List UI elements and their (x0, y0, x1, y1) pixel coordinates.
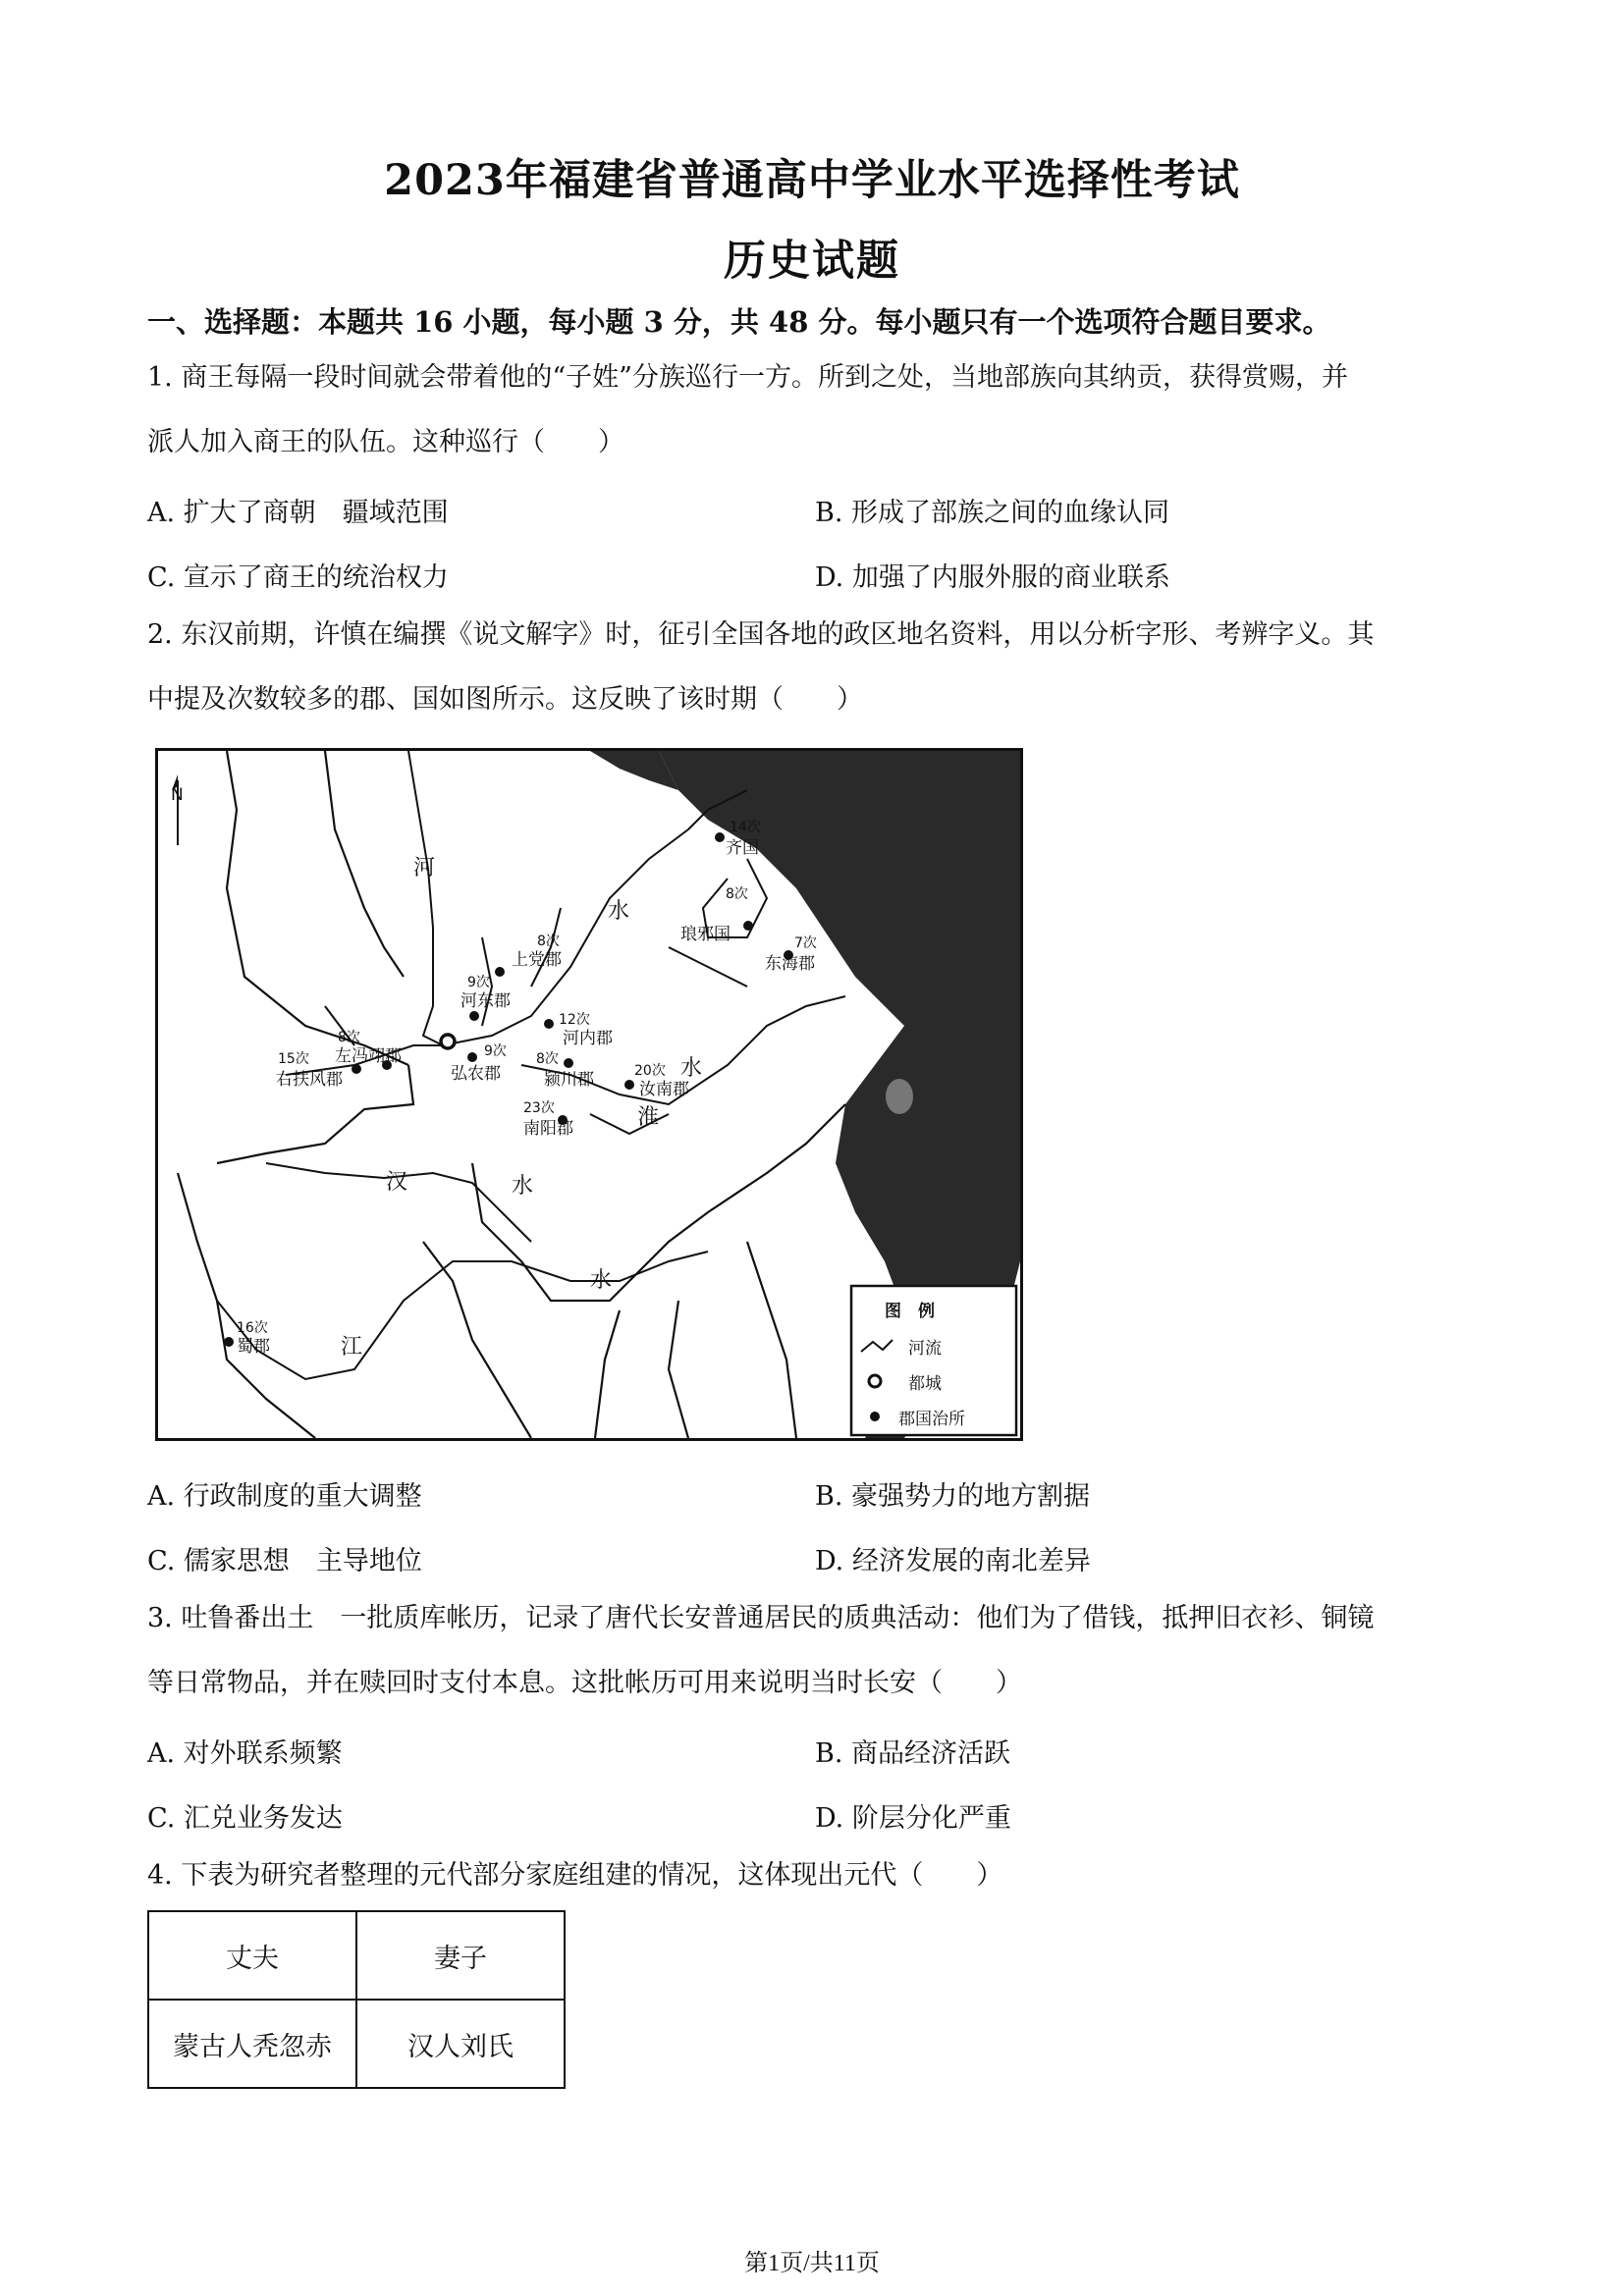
question-2-option-b: B. 豪强势力的地方割据 (815, 1481, 1091, 1512)
place-count-donghai: 7次 (794, 935, 817, 951)
place-count-nanyang: 23次 (523, 1100, 555, 1116)
river-labels (341, 856, 702, 1360)
seat-marker-hongnong (467, 1052, 477, 1062)
question-1-option-c: C. 宣示了商王的统治权力 (147, 562, 449, 593)
place-name-hedong: 河东郡 (460, 991, 511, 1011)
place-name-donghai: 东海郡 (765, 954, 815, 974)
question-2-line-1: 2. 东汉前期，许慎在编撰《说文解字》时，征引全国各地的政区地名资料，用以分析字形、考辨字义。其 (147, 619, 1375, 650)
question-3-line-1: 3. 吐鲁番出土 一批质库帐历，记录了唐代长安普通居民的质典活动：他们为了借钱，抵押旧衣衫、铜镜 (147, 1603, 1375, 1633)
river-label-shui-1: 水 (608, 899, 630, 924)
place-name-henei: 河内郡 (563, 1029, 613, 1048)
legend-river-label: 河流 (908, 1339, 942, 1359)
table-header-row (148, 1911, 565, 2000)
question-2-option-c: C. 儒家思想 主导地位 (147, 1546, 422, 1576)
place-count-yingchuan: 8次 (536, 1051, 559, 1067)
exam-title: 2023年福建省普通高中学业水平选择性考试 (384, 156, 1240, 205)
river-label-huai: 淮 (637, 1105, 660, 1130)
river-label-shui-4: 水 (590, 1268, 613, 1293)
place-name-hongnong: 弘农郡 (451, 1064, 501, 1084)
question-3-option-c: C. 汇兑业务发达 (147, 1803, 343, 1834)
seat-marker-runan (624, 1080, 634, 1090)
question-3-option-a: A. 对外联系频繁 (147, 1738, 343, 1769)
seat-marker-qi (715, 832, 725, 842)
legend-capital-label: 都城 (908, 1374, 942, 1394)
legend-title: 图 例 (885, 1302, 935, 1321)
place-count-youfufeng: 15次 (278, 1051, 309, 1067)
han-commandery-map (155, 748, 1023, 1441)
table-cell: 蒙古人秃忽赤 (148, 2000, 356, 2088)
place-count-runan: 20次 (634, 1063, 666, 1079)
question-3-stem (147, 1586, 1483, 1716)
seat-marker-henei (544, 1019, 554, 1029)
question-1-option-b: B. 形成了部族之间的血缘认同 (815, 498, 1170, 528)
river-label-he: 河 (413, 856, 436, 881)
river-label-jiang: 江 (341, 1335, 363, 1360)
place-count-shangdang: 8次 (537, 934, 560, 949)
capital-marker (441, 1035, 455, 1048)
question-3-option-d: D. 阶层分化严重 (815, 1803, 1011, 1834)
place-name-shangdang: 上党郡 (512, 950, 562, 970)
lake (886, 1079, 913, 1114)
page-number: 第1页/共11页 (744, 2251, 880, 2276)
place-name-youfufeng: 右扶风郡 (276, 1070, 343, 1090)
table-row (148, 2000, 565, 2088)
place-count-shu: 16次 (237, 1320, 268, 1336)
place-labels (237, 820, 817, 1357)
question-1-option-a: A. 扩大了商朝 疆域范围 (147, 498, 449, 528)
seat-marker-shangdang (495, 967, 505, 977)
place-name-langya: 琅邪国 (680, 925, 731, 944)
question-4-stem (147, 1843, 1483, 1908)
question-2-option-a: A. 行政制度的重大调整 (147, 1481, 422, 1512)
seat-marker-shu (224, 1337, 234, 1347)
table-cell: 汉人刘氏 (356, 2000, 565, 2088)
question-1-option-d: D. 加强了内服外服的商业联系 (815, 562, 1170, 593)
place-name-shu: 蜀郡 (237, 1337, 270, 1357)
place-count-zuofengyi: 8次 (338, 1030, 360, 1045)
map-figure (158, 751, 1020, 1438)
question-1-line-2: 派人加入商王的队伍。这种巡行（ ） (147, 427, 624, 457)
table-header-cell: 丈夫 (148, 1911, 356, 2000)
river-label-shui-2: 水 (680, 1056, 703, 1081)
river-label-shui-3: 水 (512, 1174, 534, 1199)
place-count-langya: 8次 (726, 886, 748, 902)
question-2-option-d: D. 经济发展的南北差异 (815, 1546, 1091, 1576)
map-legend (851, 1286, 1016, 1435)
place-count-henei: 12次 (559, 1012, 590, 1028)
exam-subtitle: 历史试题 (724, 237, 900, 286)
place-name-runan: 汝南郡 (639, 1080, 689, 1099)
seat-marker-langya (743, 921, 753, 931)
place-name-zuofengyi: 左冯翊郡 (335, 1046, 402, 1066)
legend-seat-label: 郡国治所 (898, 1410, 965, 1429)
place-count-hongnong: 9次 (484, 1043, 507, 1059)
seat-marker-hedong (469, 1011, 479, 1021)
question-2-line-2: 中提及次数较多的郡、国如图所示。这反映了该时期（ ） (147, 684, 863, 715)
place-name-qi: 齐国 (726, 838, 759, 858)
question-1-line-1: 1. 商王每隔一段时间就会带着他的“子姓”分族巡行一方。所到之处，当地部族向其纳贡，获得赏赐，并 (147, 362, 1348, 393)
place-count-hedong: 9次 (467, 975, 490, 990)
legend-capital-symbol (869, 1375, 881, 1387)
north-label: N (171, 785, 184, 805)
river-label-han: 汉 (386, 1170, 408, 1195)
question-3-line-2: 等日常物品，并在赎回时支付本息。这批帐历可用来说明当时长安（ ） (147, 1668, 1022, 1698)
question-1-stem (147, 346, 1483, 475)
place-name-nanyang: 南阳郡 (523, 1119, 573, 1139)
table-header-cell: 妻子 (356, 1911, 565, 2000)
question-3-option-b: B. 商品经济活跃 (815, 1738, 1011, 1769)
place-count-qi: 14次 (730, 820, 761, 835)
section-heading: 一、选择题：本题共 16 小题，每小题 3 分，共 48 分。每小题只有一个选项符合题目要求。 (147, 305, 1331, 339)
legend-seat-symbol (870, 1412, 880, 1421)
question-4-table (147, 1910, 566, 2089)
seat-markers (224, 832, 793, 1347)
north-arrow (171, 774, 184, 845)
question-2-stem (147, 603, 1483, 732)
place-name-yingchuan: 颍川郡 (544, 1070, 594, 1090)
question-4-line-1: 4. 下表为研究者整理的元代部分家庭组建的情况，这体现出元代（ ） (147, 1860, 1003, 1891)
seat-marker-yingchuan (564, 1058, 573, 1068)
